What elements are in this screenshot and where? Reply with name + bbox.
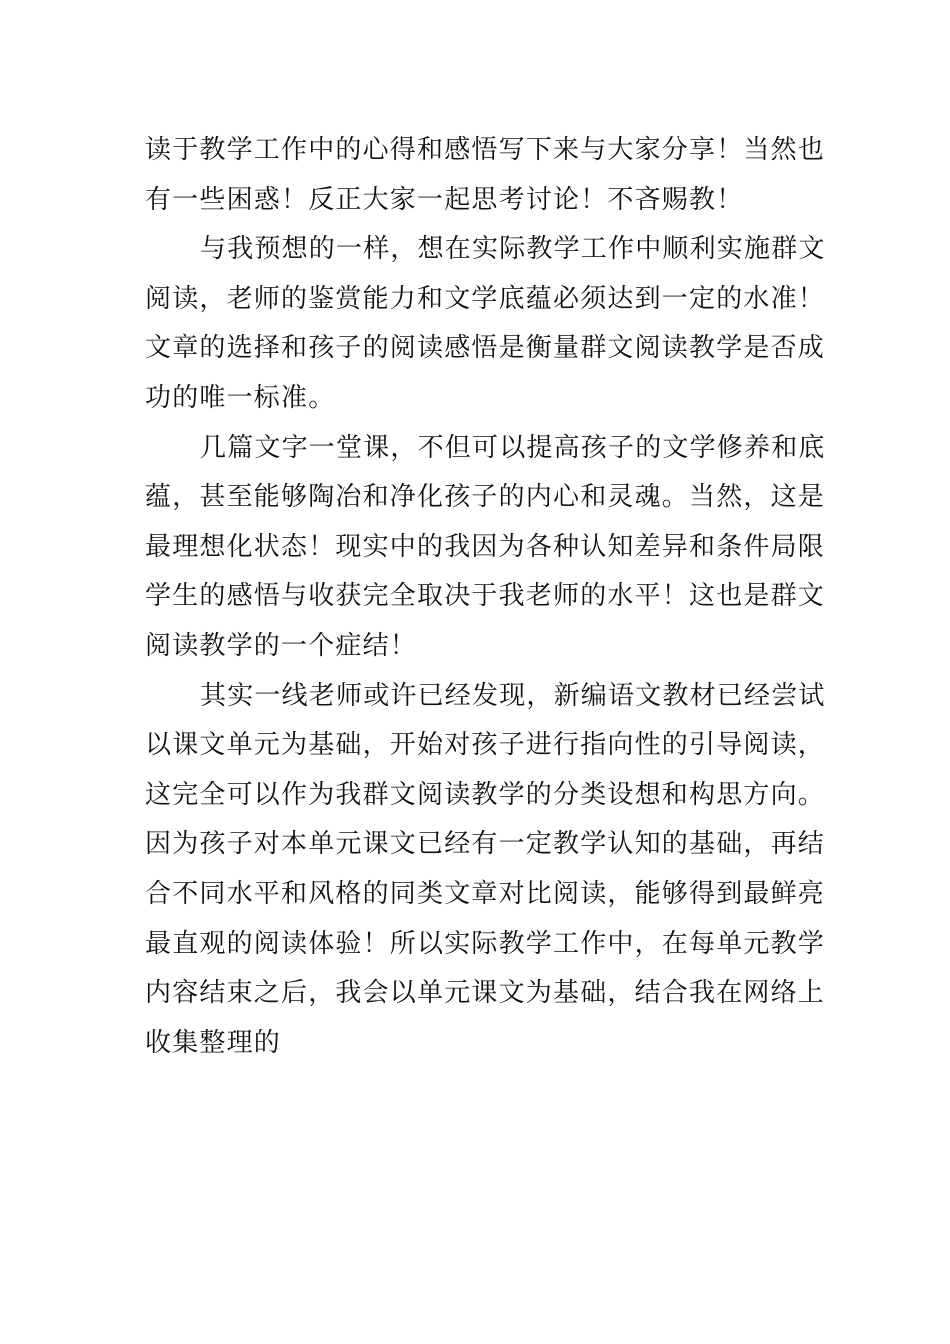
text-line: 以课文单元为基础，开始对孩子进行指向性的引导阅读， [145,730,826,761]
text-line: 读于教学工作中的心得和感悟写下来与大家分享！当然也 [145,135,826,165]
paragraph-start-line: 其实一线老师或许已经发现，新编语文教材已经尝试 [200,680,826,711]
text-line: 阅读教学的一个症结！ [145,630,418,661]
text-line: 阅读，老师的鉴赏能力和文学底蕴必须达到一定的水准！ [145,283,826,314]
text-line: 最直观的阅读体验！所以实际教学工作中，在每单元教学 [145,928,826,959]
paragraph-start-line: 几篇文字一堂课，不但可以提高孩子的文学修养和底 [200,432,826,463]
text-line: 蕴，甚至能够陶冶和净化孩子的内心和灵魂。当然，这是 [145,482,826,513]
text-line: 合不同水平和风格的同类文章对比阅读，能够得到最鲜亮 [145,878,826,909]
text-line: 收集整理的 [145,1027,282,1058]
text-line: 有一些困惑！反正大家一起思考讨论！不吝赐教！ [145,184,744,215]
text-line: 这完全可以作为我群文阅读教学的分类设想和构思方向。 [145,779,826,810]
text-line: 功的唯一标准。 [145,382,336,413]
text-line: 学生的感悟与收获完全取决于我老师的水平！这也是群文 [145,581,826,612]
text-line: 文章的选择和孩子的阅读感悟是衡量群文阅读教学是否成 [145,333,826,364]
body-text [145,126,826,1068]
paragraph-start-line: 与我预想的一样，想在实际教学工作中顺利实施群文 [200,234,826,265]
text-line: 最理想化状态！现实中的我因为各种认知差异和条件局限 [145,531,826,562]
text-line: 内容结束之后，我会以单元课文为基础，结合我在网络上 [145,978,826,1009]
text-line: 因为孩子对本单元课文已经有一定教学认知的基础，再结 [145,829,826,860]
